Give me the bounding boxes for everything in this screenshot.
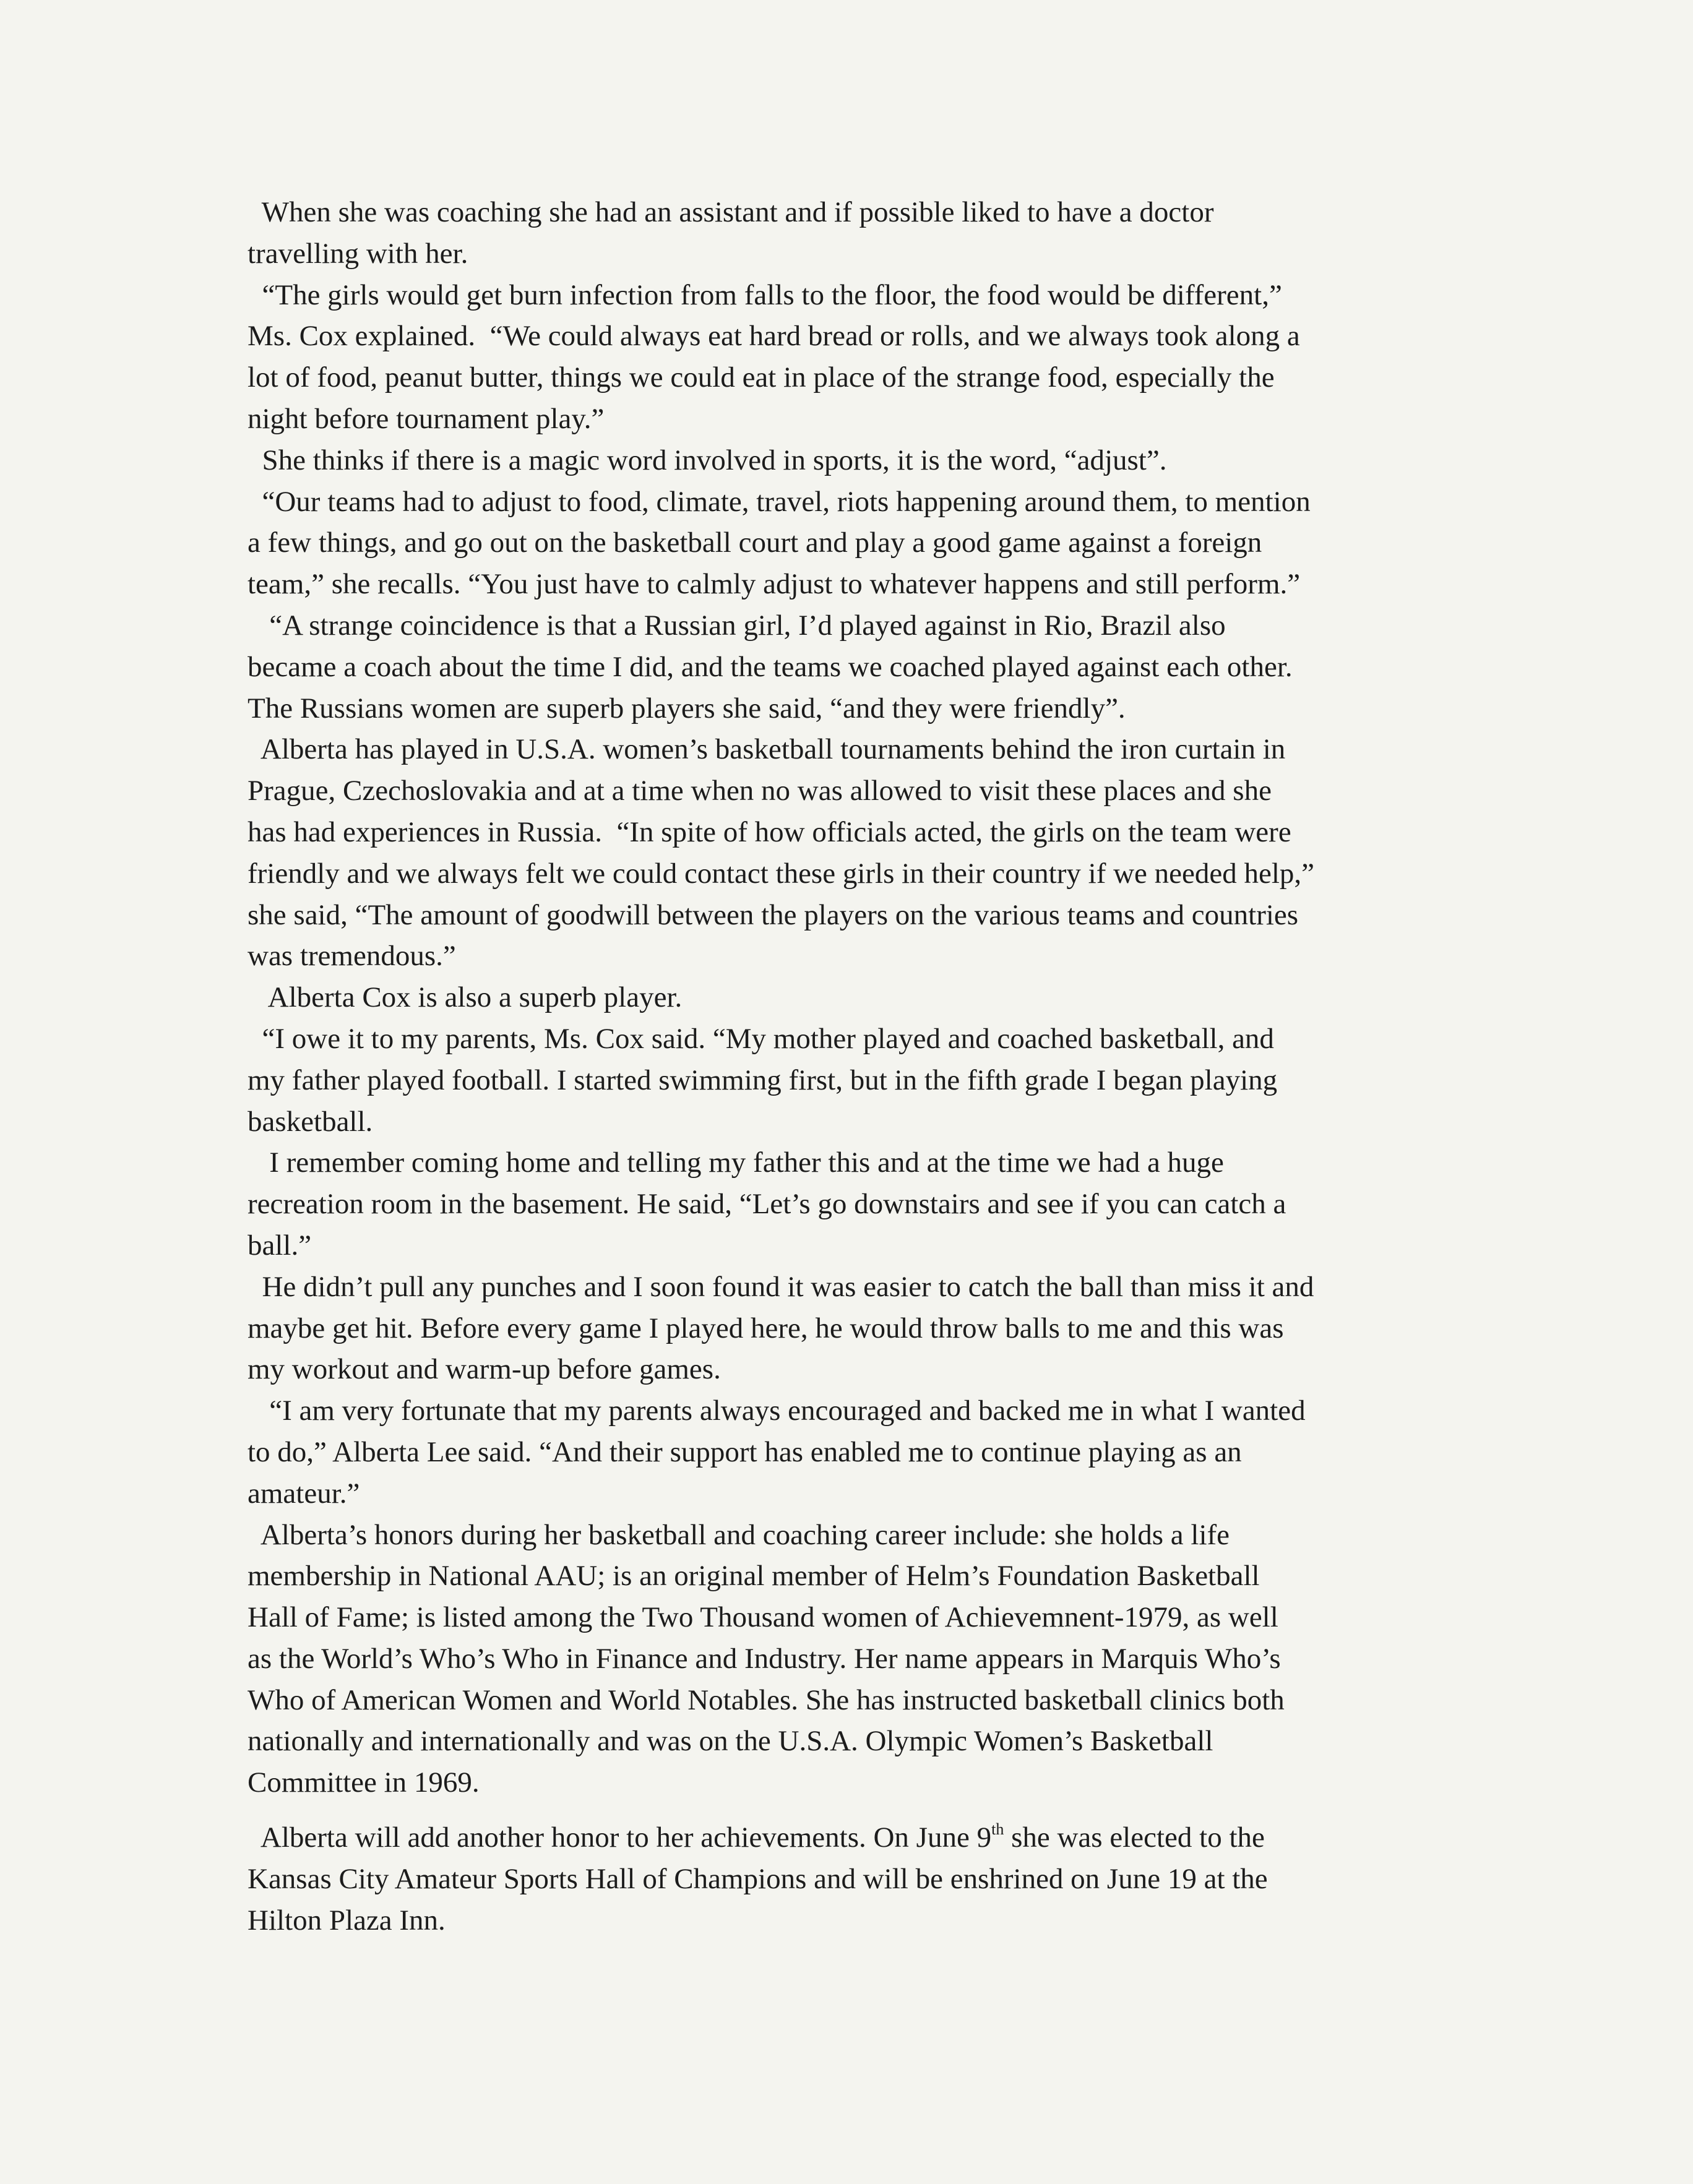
text-line: my father played football. I started swimming first, but in the fifth grade I began playing <box>248 1064 1278 1096</box>
text-line: night before tournament play.” <box>248 402 605 435</box>
text-line: amateur.” <box>248 1477 360 1510</box>
text-line: Hall of Fame; is listed among the Two Thousand women of Achievemnent-1979, as well <box>248 1601 1278 1634</box>
final-line-end: she was elected to the <box>1004 1821 1265 1854</box>
text-line: He didn’t pull any punches and I soon found it was easier to catch the ball than miss it and <box>248 1270 1314 1303</box>
text-line: to do,” Alberta Lee said. “And their support has enabled me to continue playing as an <box>248 1435 1242 1468</box>
ordinal-suffix: th <box>991 1820 1004 1839</box>
text-line: membership in National AAU; is an original member of Helm’s Foundation Basketball <box>248 1560 1260 1593</box>
final-paragraph-line: Hilton Plaza Inn. <box>248 1904 446 1937</box>
text-line: travelling with her. <box>248 237 468 270</box>
text-line: Who of American Women and World Notables. She has instructed basketball clinics both <box>248 1683 1285 1716</box>
text-line: Ms. Cox explained. “We could always eat hard bread or rolls, and we always took along a <box>248 320 1300 353</box>
text-line: my workout and warm-up before games. <box>248 1353 721 1386</box>
final-line-start: Alberta will add another honor to her achievements. On June 9 <box>248 1821 992 1854</box>
text-line: Committee in 1969. <box>248 1766 480 1799</box>
text-line: “The girls would get burn infection from falls to the floor, the food would be different,” <box>248 278 1282 311</box>
text-line: she said, “The amount of goodwill between the players on the various teams and countries <box>248 898 1299 931</box>
document-text <box>248 192 1473 1941</box>
text-line: I remember coming home and telling my father this and at the time we had a huge <box>248 1146 1224 1179</box>
text-line: The Russians women are superb players she said, “and they were friendly”. <box>248 692 1126 724</box>
text-line: a few things, and go out on the basketball court and play a good game against a foreign <box>248 527 1262 559</box>
text-line: Alberta has played in U.S.A. women’s basketball tournaments behind the iron curtain in <box>248 733 1286 766</box>
text-line: lot of food, peanut butter, things we could eat in place of the strange food, especially the <box>248 361 1275 394</box>
text-line: recreation room in the basement. He said, “Let’s go downstairs and see if you can catch a <box>248 1188 1286 1221</box>
paragraph-gap <box>248 1804 1473 1817</box>
text-line: was tremendous.” <box>248 940 456 973</box>
text-line: Alberta’s honors during her basketball and coaching career include: she holds a life <box>248 1518 1230 1551</box>
text-line: She thinks if there is a magic word involved in sports, it is the word, “adjust”. <box>248 444 1167 476</box>
text-line: basketball. <box>248 1105 373 1138</box>
text-line: nationally and internationally and was on the U.S.A. Olympic Women’s Basketball <box>248 1725 1213 1758</box>
text-line: “A strange coincidence is that a Russian girl, I’d played against in Rio, Brazil also <box>248 609 1226 642</box>
text-line: maybe get hit. Before every game I played here, he would throw balls to me and this was <box>248 1312 1284 1344</box>
text-line: “I owe it to my parents, Ms. Cox said. “My mother played and coached basketball, and <box>248 1022 1274 1055</box>
text-line: as the World’s Who’s Who in Finance and Industry. Her name appears in Marquis Who’s <box>248 1642 1281 1675</box>
text-line: became a coach about the time I did, and the teams we coached played against each other. <box>248 650 1293 683</box>
text-line: When she was coaching she had an assistant and if possible liked to have a doctor <box>248 196 1214 228</box>
text-line: team,” she recalls. “You just have to calmly adjust to whatever happens and still perform.” <box>248 568 1301 601</box>
text-line: “I am very fortunate that my parents always encouraged and backed me in what I wanted <box>248 1395 1306 1427</box>
final-paragraph-line: Kansas City Amateur Sports Hall of Champions and will be enshrined on June 19 at the <box>248 1862 1268 1895</box>
text-line: “Our teams had to adjust to food, climate, travel, riots happening around them, to mention <box>248 485 1311 518</box>
final-paragraph-line <box>248 1817 1473 1859</box>
text-line: ball.” <box>248 1229 312 1262</box>
text-line: Alberta Cox is also a superb player. <box>248 981 683 1014</box>
text-line: Prague, Czechoslovakia and at a time when no was allowed to visit these places and she <box>248 775 1272 807</box>
text-line: has had experiences in Russia. “In spite of how officials acted, the girls on the team were <box>248 815 1291 848</box>
text-line: friendly and we always felt we could contact these girls in their country if we needed help,” <box>248 857 1315 890</box>
